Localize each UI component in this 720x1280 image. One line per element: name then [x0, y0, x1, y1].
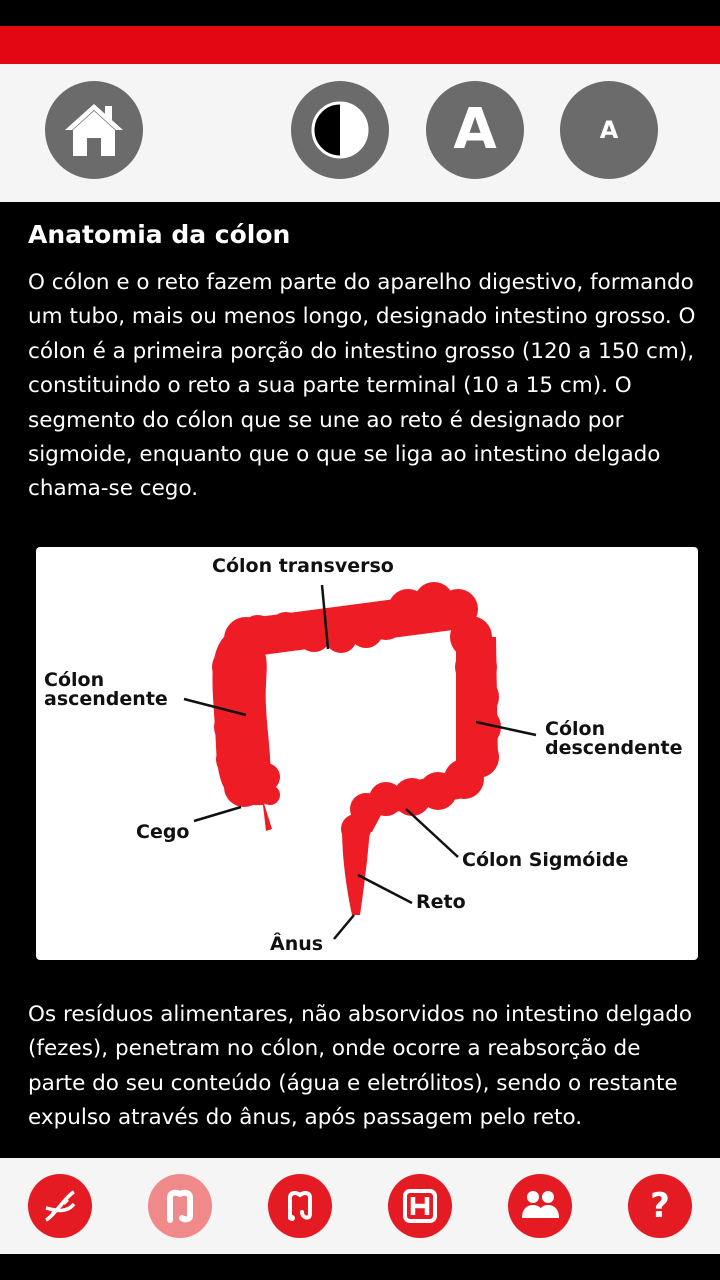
article-title: Anatomia da cólon	[28, 220, 291, 249]
nav-item-support[interactable]	[508, 1174, 572, 1238]
label-colon-descendente-2: descendente	[545, 737, 683, 759]
bottom-navigation	[0, 1158, 720, 1254]
people-icon	[518, 1186, 562, 1226]
home-button[interactable]	[45, 81, 143, 179]
nav-item-colon[interactable]	[268, 1174, 332, 1238]
home-icon	[63, 100, 125, 160]
accessibility-toolbar	[0, 64, 720, 202]
article-paragraph: O cólon e o reto fazem parte do aparelho digestivo, formando um tubo, mais ou menos longo, designado intestino grosso. O cólon é a primeira porção do intestino grosso (120 a 150 cm), constituindo o reto a sua parte terminal (10 a 15 cm). O segmento do cólon que se une ao reto é designado por sigmoide, enquanto que o que se liga ao intestino delgado chama-se cego.	[28, 270, 696, 502]
contrast-icon	[308, 98, 372, 162]
label-colon-descendente-1: Cólon	[545, 718, 606, 740]
intestine-icon	[160, 1186, 200, 1226]
decrease-font-button[interactable]	[560, 81, 658, 179]
contrast-button[interactable]	[291, 81, 389, 179]
nav-item-hospital[interactable]	[388, 1174, 452, 1238]
colon-icon	[280, 1186, 320, 1226]
system-navigation-bar	[0, 1254, 720, 1280]
label-cego: Cego	[136, 821, 190, 843]
colon-anatomy-figure	[36, 547, 698, 960]
article-content	[0, 202, 720, 1158]
article-paragraph: Os resíduos alimentares, não absorvidos no intestino delgado (fezes), penetram no cólon, onde ocorre a reabsorção de parte do seu conteúdo (água e eletrólitos), sendo o restante expulso através do ânus, após passagem pelo reto.	[28, 1002, 693, 1131]
hospital-icon	[400, 1186, 440, 1226]
nav-item-anatomy[interactable]	[148, 1174, 212, 1238]
label-anus: Ânus	[270, 933, 324, 955]
nav-item-help[interactable]	[628, 1174, 692, 1238]
label-colon-transverso: Cólon transverso	[212, 555, 394, 577]
increase-font-icon: A	[453, 97, 497, 162]
label-colon-sigmoide: Cólon Sigmóide	[462, 849, 629, 871]
decrease-font-icon: A	[599, 116, 619, 144]
help-icon: ?	[650, 1186, 670, 1226]
colon-shape	[212, 582, 501, 915]
label-colon-ascendente-1: Cólon	[44, 669, 105, 691]
nav-item-genetics[interactable]	[28, 1174, 92, 1238]
label-reto: Reto	[416, 891, 466, 913]
increase-font-button[interactable]	[426, 81, 524, 179]
label-colon-ascendente-2: ascendente	[44, 688, 168, 710]
brand-header-band	[0, 26, 720, 64]
status-bar	[0, 0, 720, 26]
dna-icon	[40, 1186, 80, 1226]
